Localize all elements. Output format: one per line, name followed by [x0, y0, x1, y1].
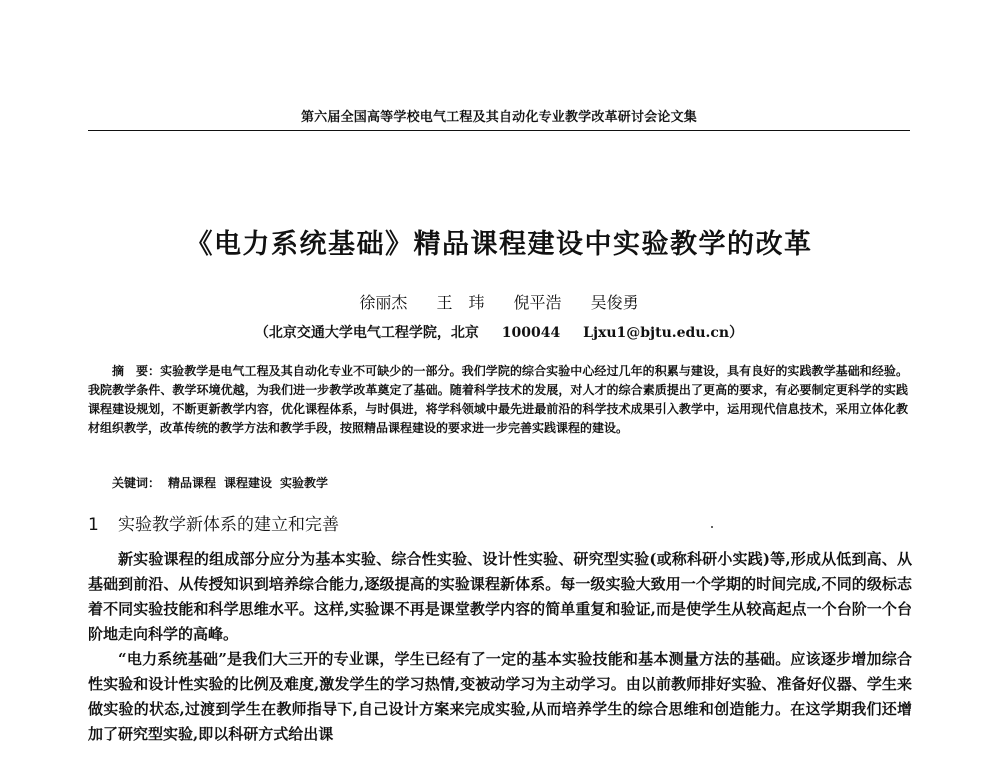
- section-body: [88, 547, 912, 747]
- abstract: [88, 362, 908, 438]
- affiliation-postcode: 100044: [501, 325, 561, 341]
- author-name: 王 玮: [436, 293, 485, 312]
- speck-mark: [711, 526, 713, 528]
- keyword-item: 课程建设: [224, 476, 273, 490]
- author-name: 倪平浩: [513, 293, 562, 312]
- keyword-item: 实验教学: [280, 476, 329, 490]
- affiliation-open-paren: （: [254, 325, 269, 341]
- running-header: 第六届全国高等学校电气工程及其自动化专业教学改革研讨会论文集: [300, 110, 697, 125]
- keyword-item: 精品课程: [168, 476, 217, 490]
- body-paragraph: 新实验课程的组成部分应分为基本实验、综合性实验、设计性实验、研究型实验(或称科研小实践)等,形成从低到高、从基础到前沿、从传授知识到培养综合能力,逐级提高的实验课程新体系。每一级实验大致用一个学期的时间完成,不同的级标志着不同实验技能和科学思维水平。这样,实验课不再是课堂教学内容的简单重复和验证,而是使学生从较高起点一个台阶一个台阶地走向科学的高峰。: [88, 550, 912, 643]
- header-rule: [88, 130, 910, 131]
- affiliation-email: Ljxu1@bjtu.edu.cn: [583, 325, 730, 341]
- keywords-label: 关键词：: [112, 476, 161, 490]
- affiliation: [88, 322, 910, 342]
- affiliation-close-paren: ）: [729, 325, 744, 341]
- author-list: [88, 290, 910, 313]
- abstract-text: 实验教学是电气工程及其自动化专业不可缺少的一部分。我们学院的综合实验中心经过几年的积累与建设，具有良好的实践教学基础和经验。我院教学条件、教学环境优越，为我们进一步教学改革奠定了基础。随着科学技术的发展，对人才的综合素质提出了更高的要求，有必要制定更科学的实践课程建设规划，不断更新教学内容，优化课程体系，与时俱进，将学科领域中最先进最前沿的科学技术成果引入教学中，运用现代信息技术，采用立体化教材组织教学，改革传统的教学方法和教学手段，按照精品课程建设的要求进一步完善实践课程的建设。: [88, 364, 908, 435]
- section-title: 实验教学新体系的建立和完善: [118, 515, 339, 535]
- abstract-label: 摘 要：: [112, 364, 161, 378]
- author-name: 吴俊勇: [590, 293, 639, 312]
- keywords: [112, 474, 908, 492]
- section-number: 1: [88, 515, 99, 535]
- affiliation-institution: 北京交通大学电气工程学院，北京: [268, 325, 479, 341]
- body-paragraph: “电力系统基础”是我们大三开的专业课，学生已经有了一定的基本实验技能和基本测量方法的基础。应该逐步增加综合性实验和设计性实验的比例及难度,激发学生的学习热情,变被动学习为主动学习。由以前教师排好实验、准备好仪器、学生来做实验的状态,过渡到学生在教师指导下,自己设计方案来完成实验,从而培养学生的综合思维和创造能力。在这学期我们还增加了研究型实验,即以科研方式给出课: [88, 650, 912, 743]
- paper-title: 《电力系统基础》精品课程建设中实验教学的改革: [185, 229, 813, 260]
- section-heading: [88, 510, 910, 535]
- author-name: 徐丽杰: [359, 293, 408, 312]
